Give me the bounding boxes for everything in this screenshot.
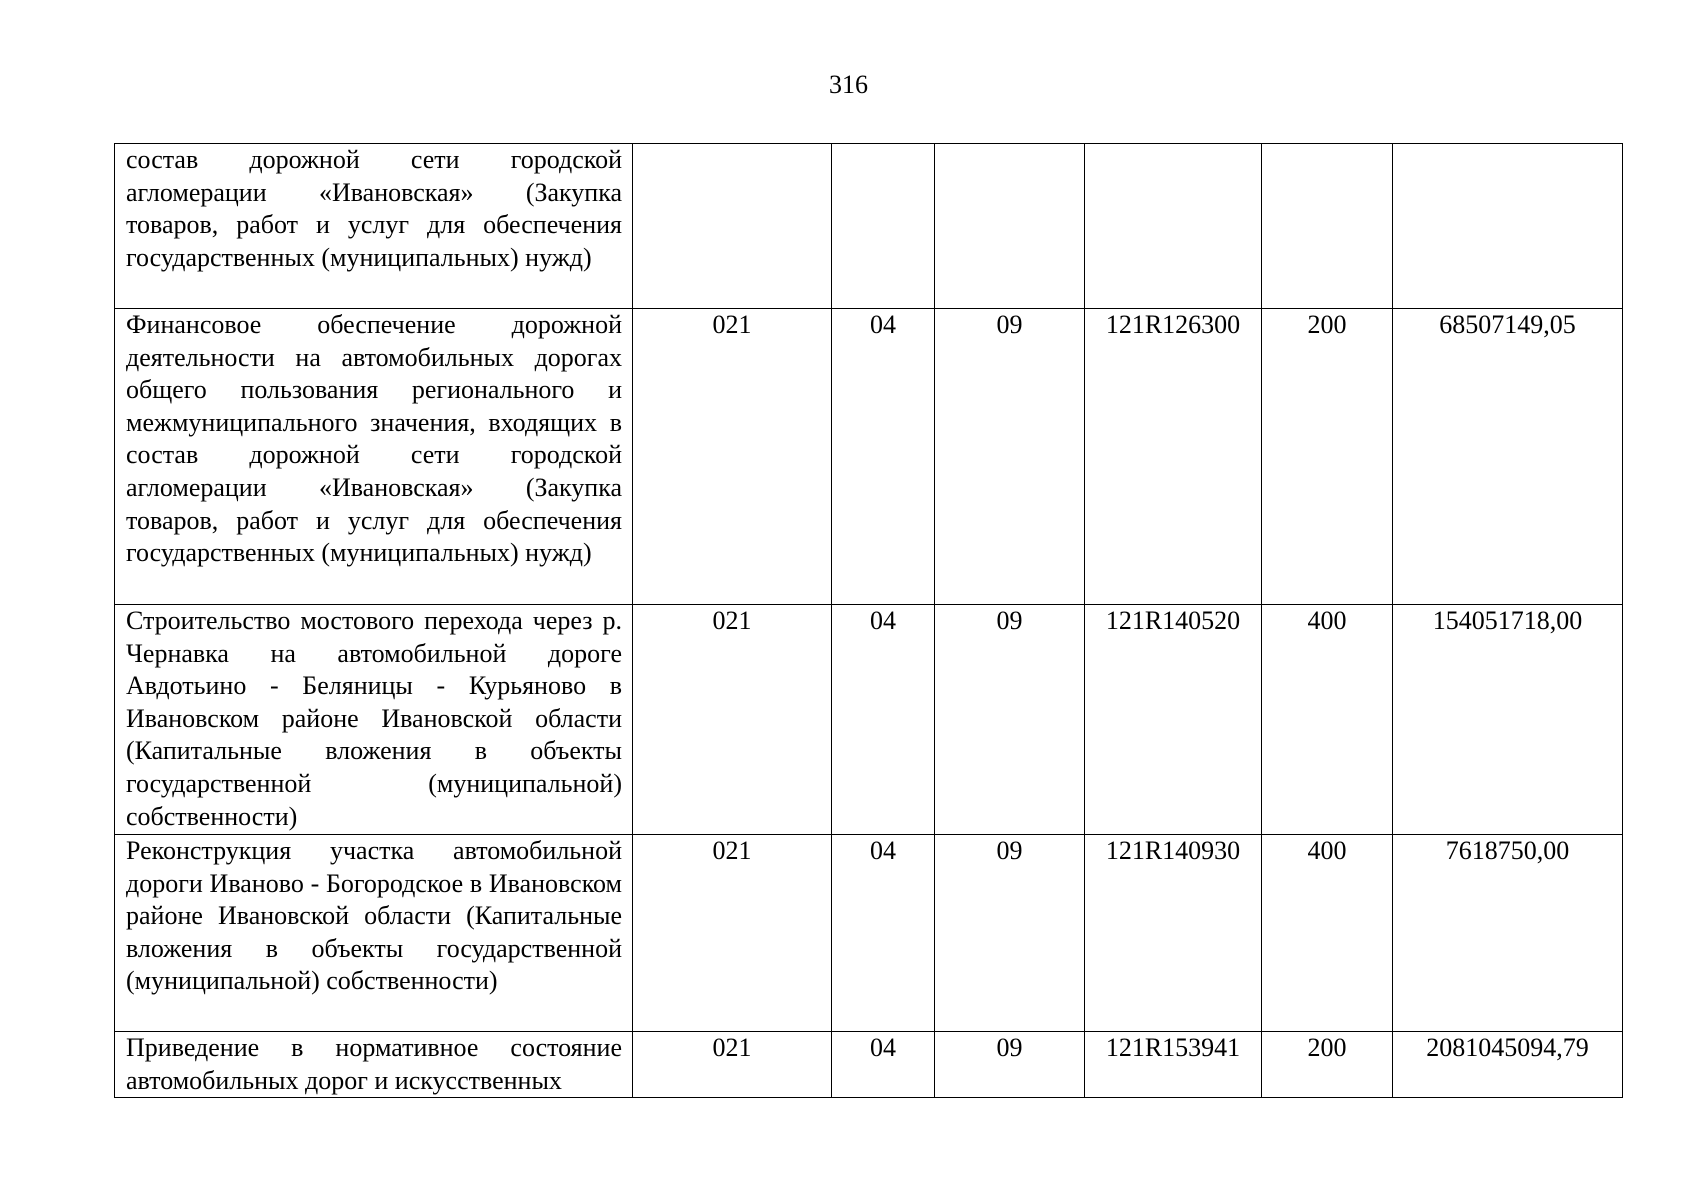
- target-article-cell: 121R140930: [1085, 835, 1262, 1032]
- page-number: 316: [829, 70, 868, 99]
- budget-table: [114, 143, 1623, 1098]
- subsection-cell: 09: [935, 1032, 1085, 1098]
- row-name: Реконструкция участка автомобильной дороги Иваново - Богородское в Ивановском районе Ивановской области (Капитальные вложения в объекты государственной (муниципальной) собственности): [126, 836, 622, 996]
- section-cell: [832, 144, 935, 309]
- amount-cell: 7618750,00: [1393, 835, 1623, 1032]
- amount-cell: 154051718,00: [1393, 605, 1623, 835]
- grbs-cell: 021: [633, 835, 832, 1032]
- row-name-cell: [115, 144, 633, 309]
- table-row: [115, 605, 1623, 835]
- section-cell: 04: [832, 605, 935, 835]
- row-name: состав дорожной сети городской агломерации «Ивановская» (Закупка товаров, работ и услуг для обеспечения государственных (муниципальных) нужд): [126, 145, 622, 272]
- section-cell: 04: [832, 309, 935, 605]
- subsection-cell: 09: [935, 309, 1085, 605]
- target-article-cell: 121R153941: [1085, 1032, 1262, 1098]
- row-name-cell: [115, 835, 633, 1032]
- expense-type-cell: 200: [1262, 309, 1393, 605]
- target-article-cell: 121R140520: [1085, 605, 1262, 835]
- target-article-cell: [1085, 144, 1262, 309]
- expense-type-cell: 200: [1262, 1032, 1393, 1098]
- row-name: Строительство мостового перехода через р. Чернавка на автомобильной дороге Авдотьино - Беляницы - Курьяново в Ивановском районе Ивановской области (Капитальные вложения в объекты государственной (муниципальной) собственности): [126, 606, 622, 831]
- row-name: Финансовое обеспечение дорожной деятельности на автомобильных дорогах общего пользования регионального и межмуниципального значения, входящих в состав дорожной сети городской агломерации «Ивановская» (Закупка товаров, работ и услуг для обеспечения государственных (муниципальных) нужд): [126, 310, 622, 568]
- table-row: [115, 1032, 1623, 1098]
- expense-type-cell: [1262, 144, 1393, 309]
- grbs-cell: [633, 144, 832, 309]
- expense-type-cell: 400: [1262, 605, 1393, 835]
- amount-cell: 2081045094,79: [1393, 1032, 1623, 1098]
- subsection-cell: 09: [935, 605, 1085, 835]
- expense-type-cell: 400: [1262, 835, 1393, 1032]
- subsection-cell: [935, 144, 1085, 309]
- grbs-cell: 021: [633, 1032, 832, 1098]
- amount-cell: 68507149,05: [1393, 309, 1623, 605]
- grbs-cell: 021: [633, 605, 832, 835]
- table-row: [115, 144, 1623, 309]
- section-cell: 04: [832, 835, 935, 1032]
- grbs-cell: 021: [633, 309, 832, 605]
- amount-cell: [1393, 144, 1623, 309]
- section-cell: 04: [832, 1032, 935, 1098]
- target-article-cell: 121R126300: [1085, 309, 1262, 605]
- row-name-cell: [115, 1032, 633, 1098]
- row-name: Приведение в нормативное состояние автомобильных дорог и искусственных: [126, 1033, 622, 1095]
- table-row: [115, 835, 1623, 1032]
- table-row: [115, 309, 1623, 605]
- row-name-cell: [115, 605, 633, 835]
- row-name-cell: [115, 309, 633, 605]
- subsection-cell: 09: [935, 835, 1085, 1032]
